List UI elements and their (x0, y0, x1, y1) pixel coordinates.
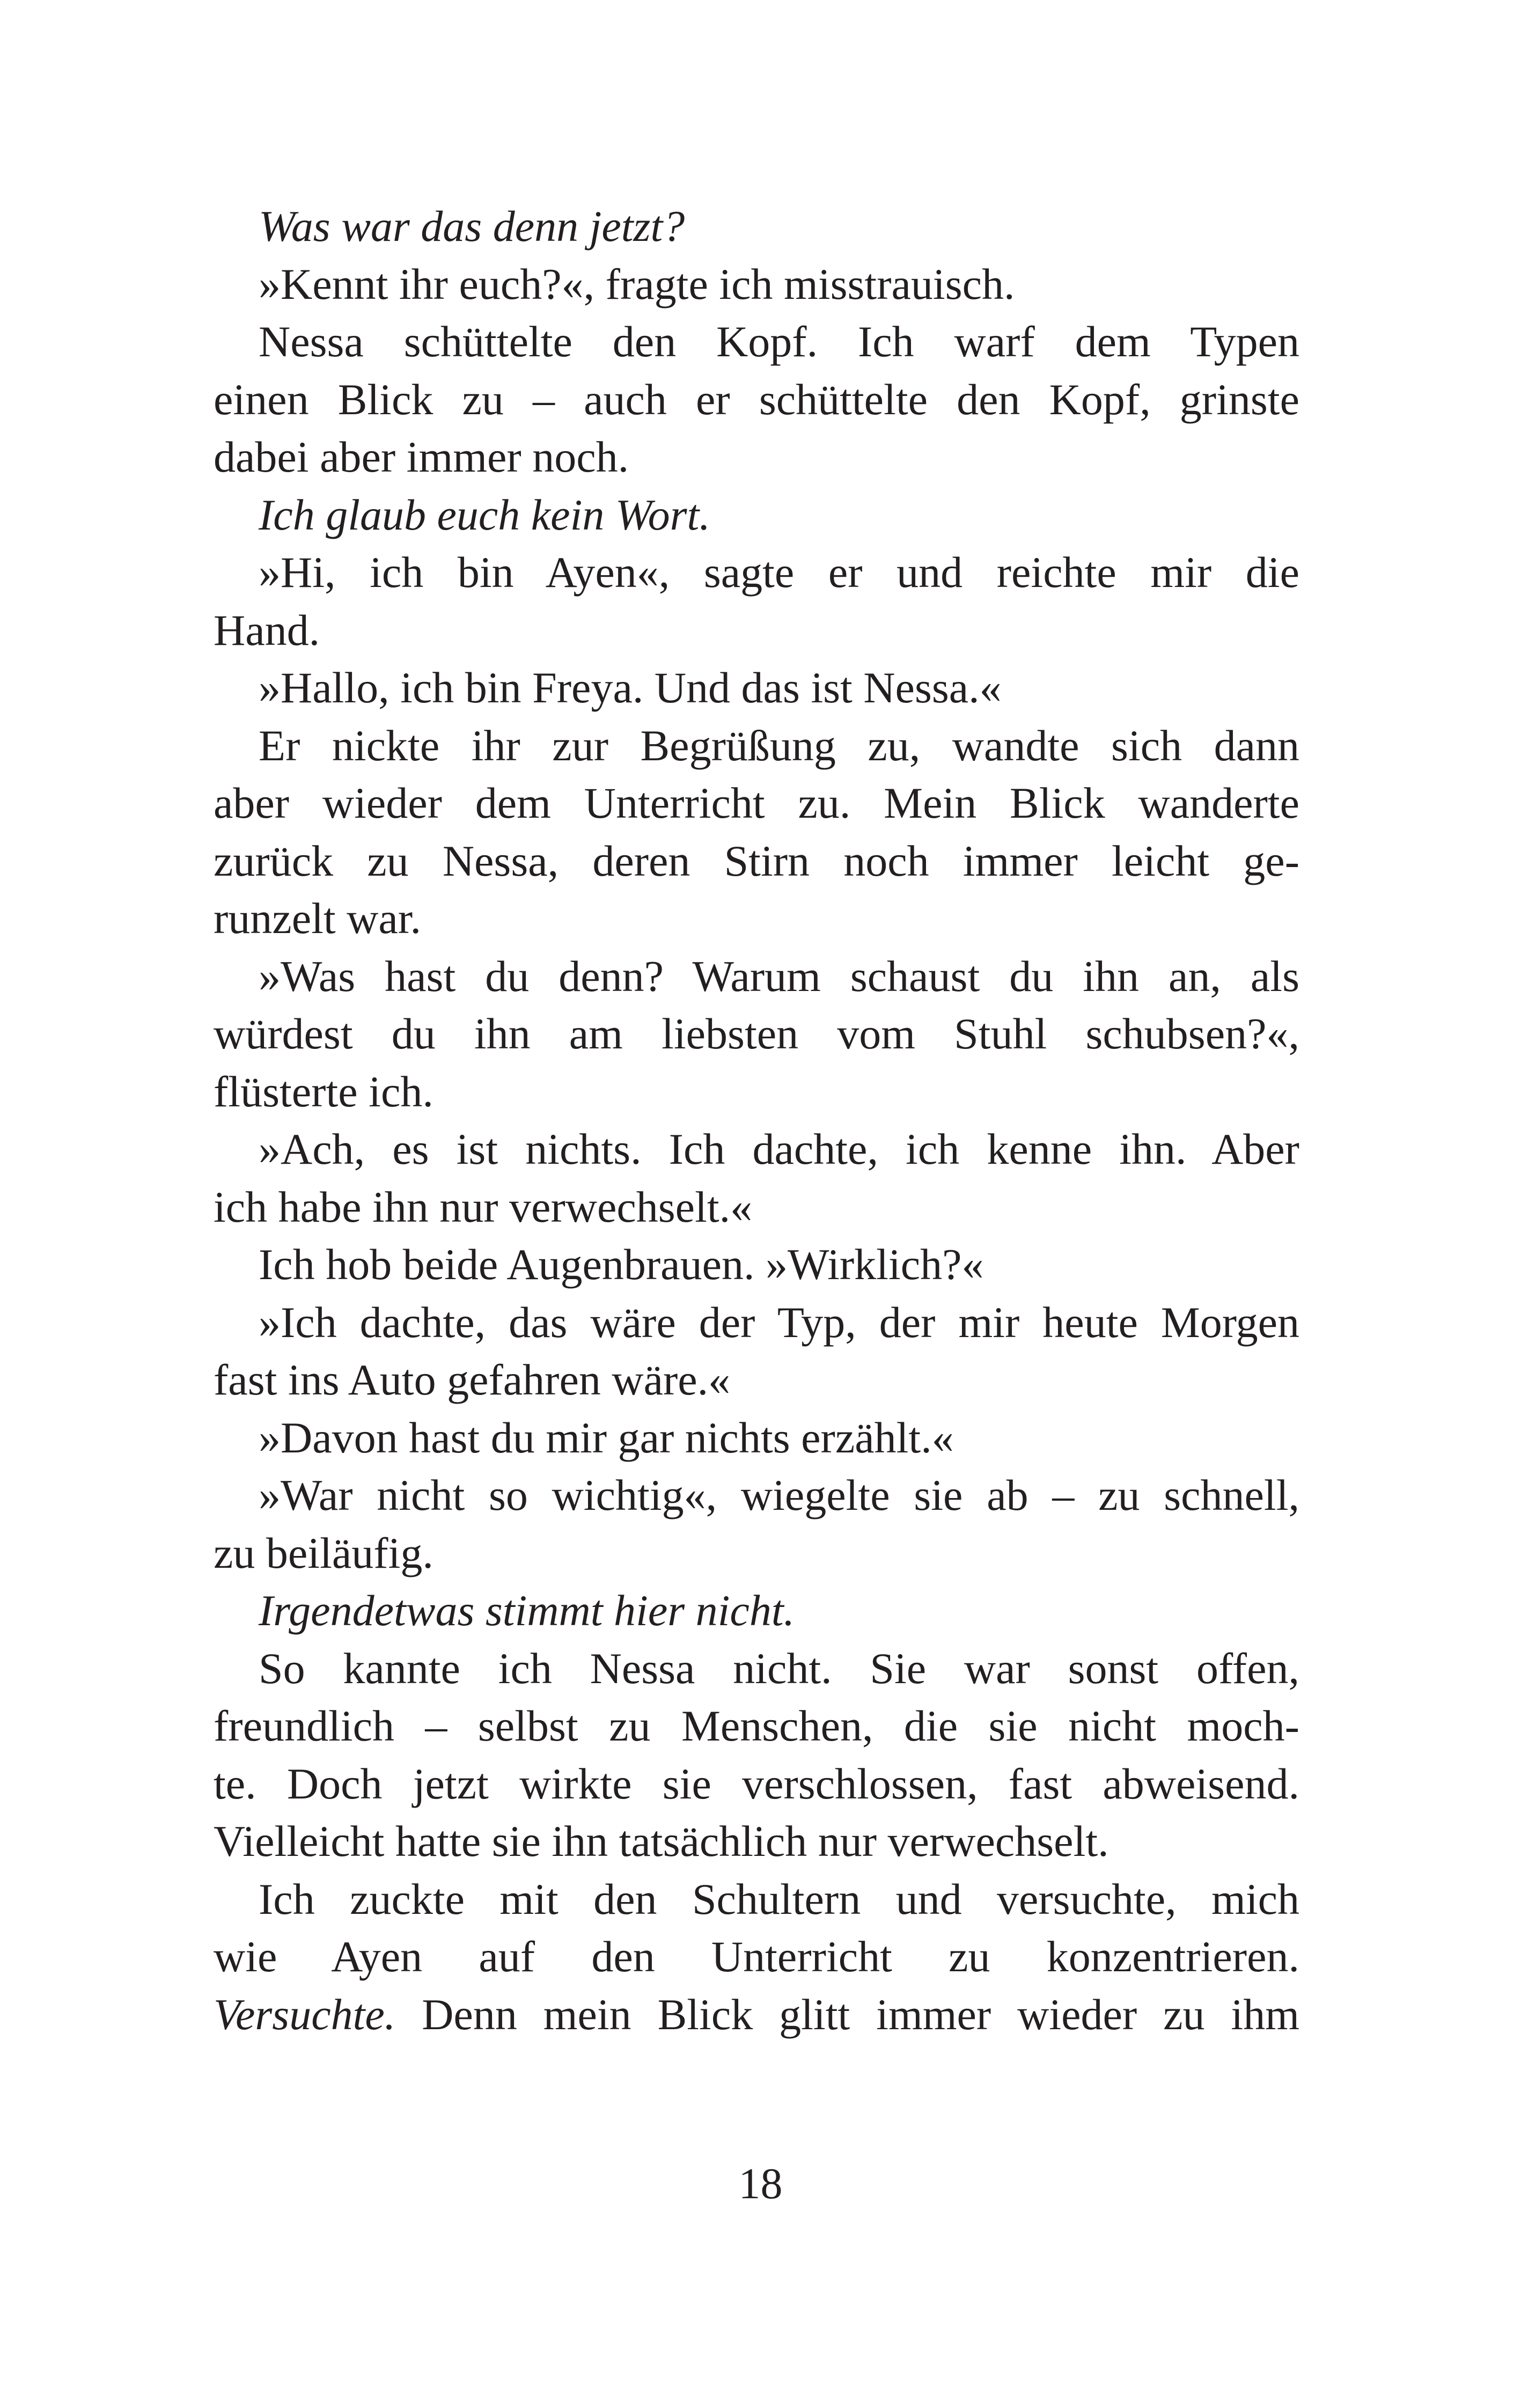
text-line (214, 1755, 1299, 1813)
text-span: »Davon hast du mir gar nichts erzählt.« (259, 1413, 954, 1462)
text-line (214, 948, 1299, 1005)
text-span: fast ins Auto gefahren wäre.« (214, 1355, 731, 1404)
text-span: So kannte ich Nessa nicht. Sie war sonst offen, (259, 1643, 1299, 1693)
text-span: Ich hob beide Augenbrauen. »Wirklich?« (259, 1240, 984, 1289)
text-span: »Hi, ich bin Ayen«, sagte er und reichte mir die (259, 548, 1299, 597)
text-span: einen Blick zu – auch er schüttelte den Kopf, grinste (214, 375, 1299, 424)
text-line (214, 659, 1299, 717)
text-span: Vielleicht hatte sie ihn tatsächlich nur verwechselt. (214, 1817, 1109, 1866)
text-span: »Ich dachte, das wäre der Typ, der mir heute Morgen (259, 1297, 1299, 1347)
text-line (214, 601, 1299, 659)
text-line (214, 1524, 1299, 1582)
text-line (214, 1178, 1299, 1236)
text-line (214, 371, 1299, 429)
text-line (214, 255, 1299, 313)
text-line (214, 1870, 1299, 1928)
text-line (214, 717, 1299, 775)
italic-text-span: Versuchte. (214, 1989, 396, 2039)
text-line (214, 1986, 1299, 2044)
text-span: freundlich – selbst zu Menschen, die sie nicht moch- (214, 1701, 1299, 1750)
text-line (214, 774, 1299, 832)
text-span: dabei aber immer noch. (214, 432, 629, 481)
text-line (214, 1582, 1299, 1640)
text-line (214, 428, 1299, 486)
text-line (214, 1466, 1299, 1524)
text-line (214, 1640, 1299, 1698)
text-line (214, 1005, 1299, 1063)
text-line (214, 486, 1299, 544)
text-line (214, 1812, 1299, 1870)
text-span: flüsterte ich. (214, 1067, 433, 1116)
text-span: »Ach, es ist nichts. Ich dachte, ich kenne ihn. Aber (259, 1125, 1299, 1173)
text-span: aber wieder dem Unterricht zu. Mein Blick wanderte (214, 779, 1299, 827)
text-span: zurück zu Nessa, deren Stirn noch immer leicht ge- (214, 836, 1299, 885)
text-line (214, 1294, 1299, 1352)
text-span: »Kennt ihr euch?«, fragte ich misstrauisch. (259, 259, 1015, 309)
text-span: wie Ayen auf den Unterricht zu konzentrieren. (214, 1932, 1299, 1981)
text-line (214, 890, 1299, 948)
page-number: 18 (738, 2159, 783, 2208)
text-span: Nessa schüttelte den Kopf. Ich warf dem Typen (259, 317, 1299, 366)
text-span: »War nicht so wichtig«, wiegelte sie ab – zu schnell, (259, 1471, 1299, 1519)
text-span: runzelt war. (214, 894, 422, 943)
text-line (214, 1928, 1299, 1986)
text-line (214, 1120, 1299, 1178)
text-line (214, 1409, 1299, 1467)
text-span: würdest du ihn am liebsten vom Stuhl schubsen?«, (214, 1009, 1299, 1058)
italic-text-span: Was war das denn jetzt? (259, 202, 685, 251)
text-line (214, 313, 1299, 371)
text-span: Ich zuckte mit den Schultern und versuchte, mich (259, 1874, 1299, 1924)
italic-text-span: Irgendetwas stimmt hier nicht. (259, 1586, 795, 1635)
text-span: ich habe ihn nur verwechselt.« (214, 1182, 753, 1231)
text-span: Denn mein Blick glitt immer wieder zu ihm (395, 1989, 1299, 2039)
body-text (214, 197, 1299, 2043)
text-line (214, 832, 1299, 890)
text-line (214, 1351, 1299, 1409)
text-span: zu beiläufig. (214, 1528, 433, 1577)
text-span: Hand. (214, 605, 320, 655)
text-line (214, 544, 1299, 601)
text-line (214, 1063, 1299, 1121)
text-line (214, 1697, 1299, 1755)
text-span: »Was hast du denn? Warum schaust du ihn an, als (259, 951, 1299, 1001)
text-line (214, 197, 1299, 255)
text-line (214, 1236, 1299, 1294)
text-span: te. Doch jetzt wirkte sie verschlossen, fast abweisend. (214, 1759, 1299, 1808)
text-span: Er nickte ihr zur Begrüßung zu, wandte sich dann (259, 721, 1299, 770)
italic-text-span: Ich glaub euch kein Wort. (259, 490, 710, 539)
text-span: »Hallo, ich bin Freya. Und das ist Nessa.« (259, 663, 1002, 712)
